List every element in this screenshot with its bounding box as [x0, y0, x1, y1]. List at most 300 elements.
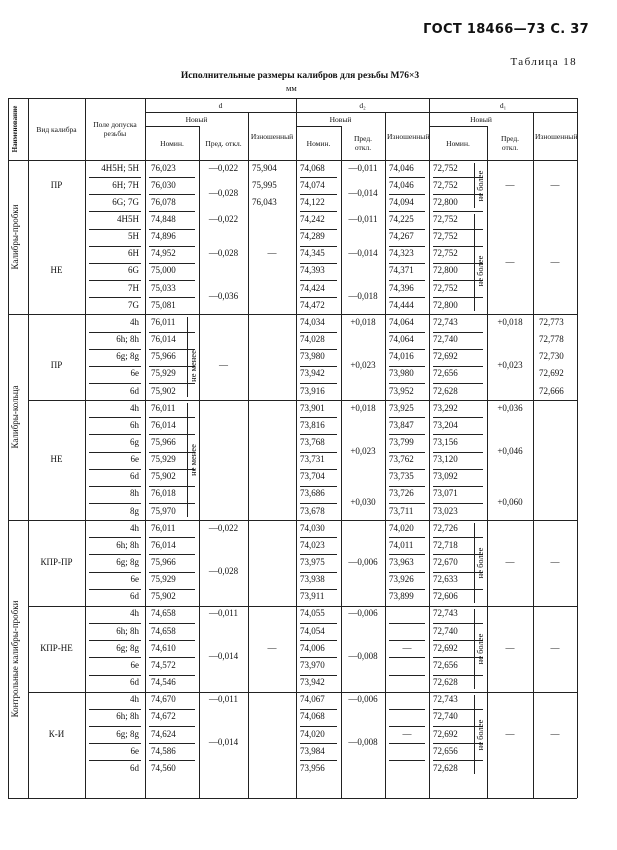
row-line — [149, 246, 195, 247]
d1-deviation: — — [505, 642, 515, 653]
row-line — [300, 452, 337, 453]
header-naimenovanie: Наименование — [11, 105, 19, 153]
table-number: Таблица 18 — [510, 56, 577, 68]
d2-deviation: —0,006 — [348, 608, 378, 619]
d-deviation: — — [219, 359, 228, 370]
row-line — [389, 675, 425, 676]
d-nominal: 75,081 — [151, 299, 176, 310]
d-nominal: 75,033 — [151, 282, 176, 293]
calibre-type: КПР-НЕ — [40, 642, 73, 653]
tolerance-field: 6g — [130, 436, 139, 447]
d2-worn: 73,726 — [389, 488, 414, 499]
d1-deviation: +0,018 — [497, 316, 523, 327]
d2-nominal: 74,393 — [300, 265, 325, 276]
d1-nominal: 73,071 — [433, 488, 458, 499]
row-line — [300, 314, 337, 315]
d-nominal: 75,902 — [151, 471, 176, 482]
d2-nominal: 74,242 — [300, 214, 325, 225]
row-line — [389, 297, 425, 298]
row-line — [149, 194, 195, 195]
d-nominal: 74,672 — [151, 711, 176, 722]
row-line — [149, 417, 195, 418]
tolerance-field: 4h — [130, 522, 139, 533]
row-line — [89, 366, 141, 367]
group-line — [8, 314, 28, 315]
d2-worn: 74,016 — [389, 351, 414, 362]
d1-nominal: 72,752 — [433, 282, 458, 293]
d-deviation: —0,011 — [209, 608, 238, 619]
group-kontrol: Контрольные калибры-пробки — [10, 600, 20, 718]
tolerance-field: 6h — [130, 419, 139, 430]
row-line — [300, 640, 337, 641]
tolerance-field: 5H — [128, 231, 139, 242]
row-line — [433, 537, 483, 538]
d2-deviation: +0,023 — [350, 445, 376, 456]
tolerance-field: 6d — [130, 591, 139, 602]
d2-nominal: 73,704 — [300, 471, 325, 482]
header-pole: Поле допуска резьбы — [93, 120, 137, 138]
tolerance-field: 6g; 8g — [116, 642, 139, 653]
tolerance-field: 4h — [130, 316, 139, 327]
row-line — [389, 726, 425, 727]
row-line — [89, 520, 141, 521]
row-line — [389, 572, 425, 573]
d1-nominal: 72,692 — [433, 351, 458, 362]
row-line — [300, 177, 337, 178]
d1-nominal: 72,692 — [433, 728, 458, 739]
row-line — [389, 400, 425, 401]
d-nominal: 76,014 — [151, 419, 176, 430]
column-line — [248, 112, 249, 798]
d-nominal: 76,014 — [151, 539, 176, 550]
d2-deviation: —0,006 — [348, 694, 378, 705]
calibre-type: НЕ — [50, 454, 63, 465]
d1-nominal: 72,656 — [433, 745, 458, 756]
d2-deviation: —0,018 — [348, 291, 378, 302]
tolerance-field: 6H — [128, 248, 139, 259]
tolerance-field: 6d — [130, 471, 139, 482]
d1-nominal: 72,743 — [433, 608, 458, 619]
row-line — [89, 692, 141, 693]
d1-nominal: 72,752 — [433, 248, 458, 259]
header-novyi: Новый — [470, 114, 492, 124]
d2-worn: 73,847 — [389, 419, 414, 430]
header-nomin: Номин. — [446, 138, 470, 148]
tolerance-field: 4h — [130, 608, 139, 619]
row-line — [389, 743, 425, 744]
row-line — [149, 520, 195, 521]
d2-worn: 73,980 — [389, 368, 414, 379]
d2-worn: 74,064 — [389, 316, 414, 327]
d1-nominal: 72,606 — [433, 591, 458, 602]
row-line — [89, 211, 141, 212]
header-novyi: Новый — [329, 114, 352, 124]
d1-nominal: 72,752 — [433, 214, 458, 225]
tolerance-field: 6h; 8h — [116, 539, 139, 550]
row-line — [300, 503, 337, 504]
row-line — [89, 314, 141, 315]
row-line — [389, 692, 425, 693]
d2-nominal: 74,034 — [300, 316, 325, 327]
d1-nominal: 72,743 — [433, 694, 458, 705]
row-line — [389, 263, 425, 264]
row-line — [433, 229, 483, 230]
row-line — [389, 589, 425, 590]
row-line — [433, 246, 483, 247]
row-line — [433, 211, 483, 212]
d1-worn: — — [550, 642, 560, 653]
d2-nominal: 73,901 — [300, 402, 325, 413]
row-line — [433, 692, 483, 693]
d1-deviation: +0,046 — [497, 445, 523, 456]
header-nomin: Номин. — [160, 138, 184, 148]
tolerance-field: 4h — [130, 402, 139, 413]
d-nominal: 74,586 — [151, 745, 176, 756]
row-line — [149, 726, 195, 727]
row-line — [389, 469, 425, 470]
d-worn: — — [267, 642, 277, 653]
d2-nominal: 74,028 — [300, 334, 325, 345]
row-line — [300, 709, 337, 710]
column-line — [85, 98, 86, 798]
d2-nominal: 74,006 — [300, 642, 325, 653]
group-probki: Калибры-пробки — [10, 204, 20, 270]
d1-worn: 72,778 — [539, 334, 564, 345]
row-line — [300, 297, 337, 298]
d1-nominal: 73,092 — [433, 471, 458, 482]
row-line — [89, 623, 141, 624]
row-line — [389, 314, 425, 315]
d2-nominal: 73,731 — [300, 454, 325, 465]
column-line — [28, 98, 29, 798]
row-line — [89, 400, 141, 401]
table-title: Исполнительные размеры калибров для резьбы М76×3 — [180, 71, 420, 81]
row-line — [89, 280, 141, 281]
d1-nominal: 72,670 — [433, 557, 458, 568]
calibre-type: ПР — [50, 179, 63, 190]
d2-worn: 74,020 — [389, 522, 414, 533]
d2-worn: 74,046 — [389, 179, 414, 190]
d1-nominal: 72,718 — [433, 539, 458, 550]
d-nominal: 76,014 — [151, 334, 176, 345]
row-line — [89, 297, 141, 298]
d1-deviation: — — [505, 179, 515, 190]
row-line — [89, 743, 141, 744]
d-nominal: 75,902 — [151, 385, 176, 396]
row-line — [149, 400, 195, 401]
d-deviation: —0,014 — [208, 651, 239, 662]
tolerance-field: 6H; 7H — [112, 179, 139, 190]
d1-note-ne-bolee: не более — [475, 633, 485, 665]
d-nominal: 74,848 — [151, 214, 176, 225]
tolerance-field: 6d — [130, 677, 139, 688]
row-line — [149, 760, 195, 761]
header-novyi: Новый — [185, 114, 208, 124]
tolerance-field: 6g; 8g — [116, 351, 139, 362]
row-line — [389, 280, 425, 281]
d1-nominal: 72,656 — [433, 368, 458, 379]
d2-nominal: 74,020 — [300, 728, 325, 739]
row-line — [389, 229, 425, 230]
header-d: d — [218, 100, 223, 110]
row-line — [389, 760, 425, 761]
d-nominal: 74,658 — [151, 608, 176, 619]
d2-nominal: 73,942 — [300, 368, 325, 379]
d1-nominal: 73,204 — [433, 419, 458, 430]
d-nominal: 74,952 — [151, 248, 176, 259]
d-nominal: 74,624 — [151, 728, 176, 739]
d2-nominal: 73,980 — [300, 351, 325, 362]
row-line — [300, 726, 337, 727]
row-line — [300, 589, 337, 590]
row-line — [149, 486, 195, 487]
column-line — [533, 112, 534, 798]
row-line — [433, 606, 483, 607]
d2-nominal: 74,067 — [300, 694, 325, 705]
d1-nominal: 72,752 — [433, 231, 458, 242]
d-nominal: 75,966 — [151, 351, 176, 362]
d2-deviation: —0,008 — [348, 737, 378, 748]
header-vid: Вид калибра — [36, 124, 77, 134]
row-line — [389, 211, 425, 212]
d1-worn: 72,730 — [539, 351, 564, 362]
row-line — [149, 640, 195, 641]
row-line — [149, 572, 195, 573]
d2-nominal: 73,816 — [300, 419, 325, 430]
row-line — [389, 194, 425, 195]
column-line — [577, 98, 578, 798]
d1-nominal: 72,628 — [433, 762, 458, 773]
d-deviation: —0,028 — [208, 565, 239, 576]
row-line — [300, 280, 337, 281]
d1-worn: — — [550, 179, 560, 190]
d-nominal: 74,658 — [151, 625, 176, 636]
row-line — [300, 692, 337, 693]
d2-deviation: +0,018 — [350, 316, 376, 327]
d2-worn: 74,094 — [389, 196, 414, 207]
d1-nominal: 72,752 — [433, 162, 458, 173]
table-unit: мм — [286, 83, 297, 93]
tolerance-field: 6h; 8h — [116, 625, 139, 636]
d-nominal: 75,970 — [151, 505, 176, 516]
row-line — [389, 537, 425, 538]
d1-nominal: 72,740 — [433, 625, 458, 636]
row-line — [300, 229, 337, 230]
d1-worn: 72,666 — [539, 385, 564, 396]
d2-worn: 74,225 — [389, 214, 414, 225]
d1-deviation: +0,036 — [497, 402, 523, 413]
row-line — [89, 486, 141, 487]
tolerance-field: 4H5H — [117, 214, 139, 225]
d-worn: 76,043 — [252, 196, 277, 207]
d2-worn: 74,267 — [389, 231, 414, 242]
row-line — [89, 640, 141, 641]
calibre-type: КПР-ПР — [40, 557, 73, 568]
row-line — [389, 657, 425, 658]
row-line — [149, 229, 195, 230]
column-line — [145, 98, 146, 798]
d2-worn: 73,952 — [389, 385, 414, 396]
d2-nominal: 73,970 — [300, 659, 325, 670]
row-line — [433, 623, 483, 624]
row-line — [433, 452, 483, 453]
row-line — [300, 606, 337, 607]
row-line — [433, 383, 483, 384]
d-worn: 75,995 — [252, 179, 277, 190]
d-deviation: —0,028 — [208, 188, 239, 199]
d2-worn: 74,011 — [389, 539, 414, 550]
d1-nominal: 72,656 — [433, 659, 458, 670]
row-line — [300, 760, 337, 761]
d-deviation: —0,036 — [208, 291, 239, 302]
column-line — [296, 98, 297, 798]
row-line — [300, 417, 337, 418]
row-line — [89, 537, 141, 538]
d-nominal: 74,670 — [151, 694, 176, 705]
column-line — [8, 98, 9, 798]
row-line — [149, 537, 195, 538]
row-line — [389, 640, 425, 641]
d-note-ne-menee: не менее — [188, 349, 198, 382]
document-header: ГОСТ 18466—73 С. 37 — [423, 22, 589, 37]
tolerance-field: 6e — [130, 745, 139, 756]
row-line — [433, 589, 483, 590]
row-line — [89, 229, 141, 230]
row-line — [300, 554, 337, 555]
row-line — [389, 246, 425, 247]
tolerance-field: 6g; 8g — [116, 557, 139, 568]
header-izn: Изношенный — [250, 131, 294, 141]
d1-worn: — — [550, 557, 560, 568]
row-line — [433, 366, 483, 367]
table-top-line — [8, 98, 577, 99]
row-line — [149, 675, 195, 676]
d1-worn: — — [550, 728, 560, 739]
d1-note-ne-bolee: не более — [475, 256, 485, 287]
d2-nominal: 74,472 — [300, 299, 325, 310]
header-pred: Пред. откл. — [205, 138, 242, 148]
d1-worn: 72,692 — [539, 368, 564, 379]
tolerance-field: 6h; 8h — [116, 711, 139, 722]
d2-deviation: +0,030 — [350, 497, 376, 507]
row-line — [433, 709, 483, 710]
header-bottom-line — [8, 160, 577, 161]
column-line — [429, 98, 430, 798]
row-line — [389, 606, 425, 607]
d2-deviation: —0,014 — [348, 248, 378, 259]
row-line — [300, 194, 337, 195]
tolerance-field: 6G; 7G — [112, 196, 139, 207]
row-line — [389, 554, 425, 555]
row-line — [300, 332, 337, 333]
row-line — [433, 417, 483, 418]
row-line — [389, 486, 425, 487]
d2-nominal: 74,122 — [300, 196, 325, 207]
d2-worn: 74,444 — [389, 299, 414, 310]
row-line — [433, 400, 483, 401]
d2-nominal: 74,289 — [300, 231, 325, 242]
d1-nominal: 73,023 — [433, 505, 458, 516]
d2-nominal: 74,055 — [300, 608, 325, 619]
row-line — [300, 211, 337, 212]
tolerance-field: 6e — [130, 368, 139, 379]
d1-nominal: 72,800 — [433, 265, 458, 276]
row-line — [300, 349, 337, 350]
d2-nominal: 74,074 — [300, 179, 325, 190]
row-line — [89, 657, 141, 658]
d2-deviation: —0,008 — [348, 651, 378, 662]
header-line-1 — [145, 112, 577, 113]
row-line — [149, 709, 195, 710]
row-line — [300, 623, 337, 624]
d1-nominal: 72,800 — [433, 196, 458, 207]
tolerance-field: 6d — [130, 385, 139, 396]
d2-nominal: 74,068 — [300, 711, 325, 722]
d2-nominal: 73,956 — [300, 762, 325, 773]
header-nomin: Номин. — [306, 138, 331, 148]
d1-nominal: 72,743 — [433, 316, 458, 327]
d-nominal: 76,011 — [151, 316, 176, 327]
row-line — [433, 332, 483, 333]
d1-nominal: 73,120 — [433, 454, 458, 465]
row-line — [433, 675, 483, 676]
column-line — [385, 112, 386, 798]
row-line — [149, 177, 195, 178]
tolerance-field: 7G — [128, 299, 139, 310]
d2-nominal: 73,911 — [300, 591, 325, 602]
tolerance-field: 4H5H; 5H — [101, 162, 139, 173]
row-line — [300, 537, 337, 538]
d-nominal: 74,572 — [151, 659, 176, 670]
row-line — [89, 452, 141, 453]
d-nominal: 76,011 — [151, 402, 176, 413]
header-line-2 — [429, 126, 487, 127]
tolerance-field: 6d — [130, 762, 139, 773]
row-line — [433, 469, 483, 470]
row-line — [300, 657, 337, 658]
row-line — [89, 589, 141, 590]
d2-nominal: 73,678 — [300, 505, 325, 516]
d-nominal: 74,560 — [151, 762, 176, 773]
row-line — [433, 349, 483, 350]
tolerance-field: 7H — [128, 282, 139, 293]
d-nominal: 76,023 — [151, 162, 176, 173]
d2-worn: 73,799 — [389, 436, 414, 447]
d2-nominal: 74,424 — [300, 282, 325, 293]
column-line — [487, 126, 488, 798]
d2-nominal: 74,068 — [300, 162, 325, 173]
d2-nominal: 73,938 — [300, 574, 325, 585]
d1-nominal: 72,740 — [433, 711, 458, 722]
row-line — [300, 572, 337, 573]
tolerance-field: 6g; 8g — [116, 728, 139, 739]
d2-worn: 74,046 — [389, 162, 414, 173]
d2-nominal: 73,768 — [300, 436, 325, 447]
d-nominal: 75,000 — [151, 265, 176, 276]
d1-deviation: — — [505, 256, 515, 267]
d-nominal: 76,078 — [151, 196, 176, 207]
row-line — [389, 177, 425, 178]
row-line — [389, 503, 425, 504]
d1-nominal: 73,156 — [433, 436, 458, 447]
row-line — [149, 606, 195, 607]
row-line — [149, 280, 195, 281]
d2-deviation: —0,011 — [348, 162, 378, 173]
d2-worn: — — [402, 728, 412, 739]
row-line — [389, 452, 425, 453]
row-line — [433, 503, 483, 504]
d1-nominal: 72,726 — [433, 522, 458, 533]
